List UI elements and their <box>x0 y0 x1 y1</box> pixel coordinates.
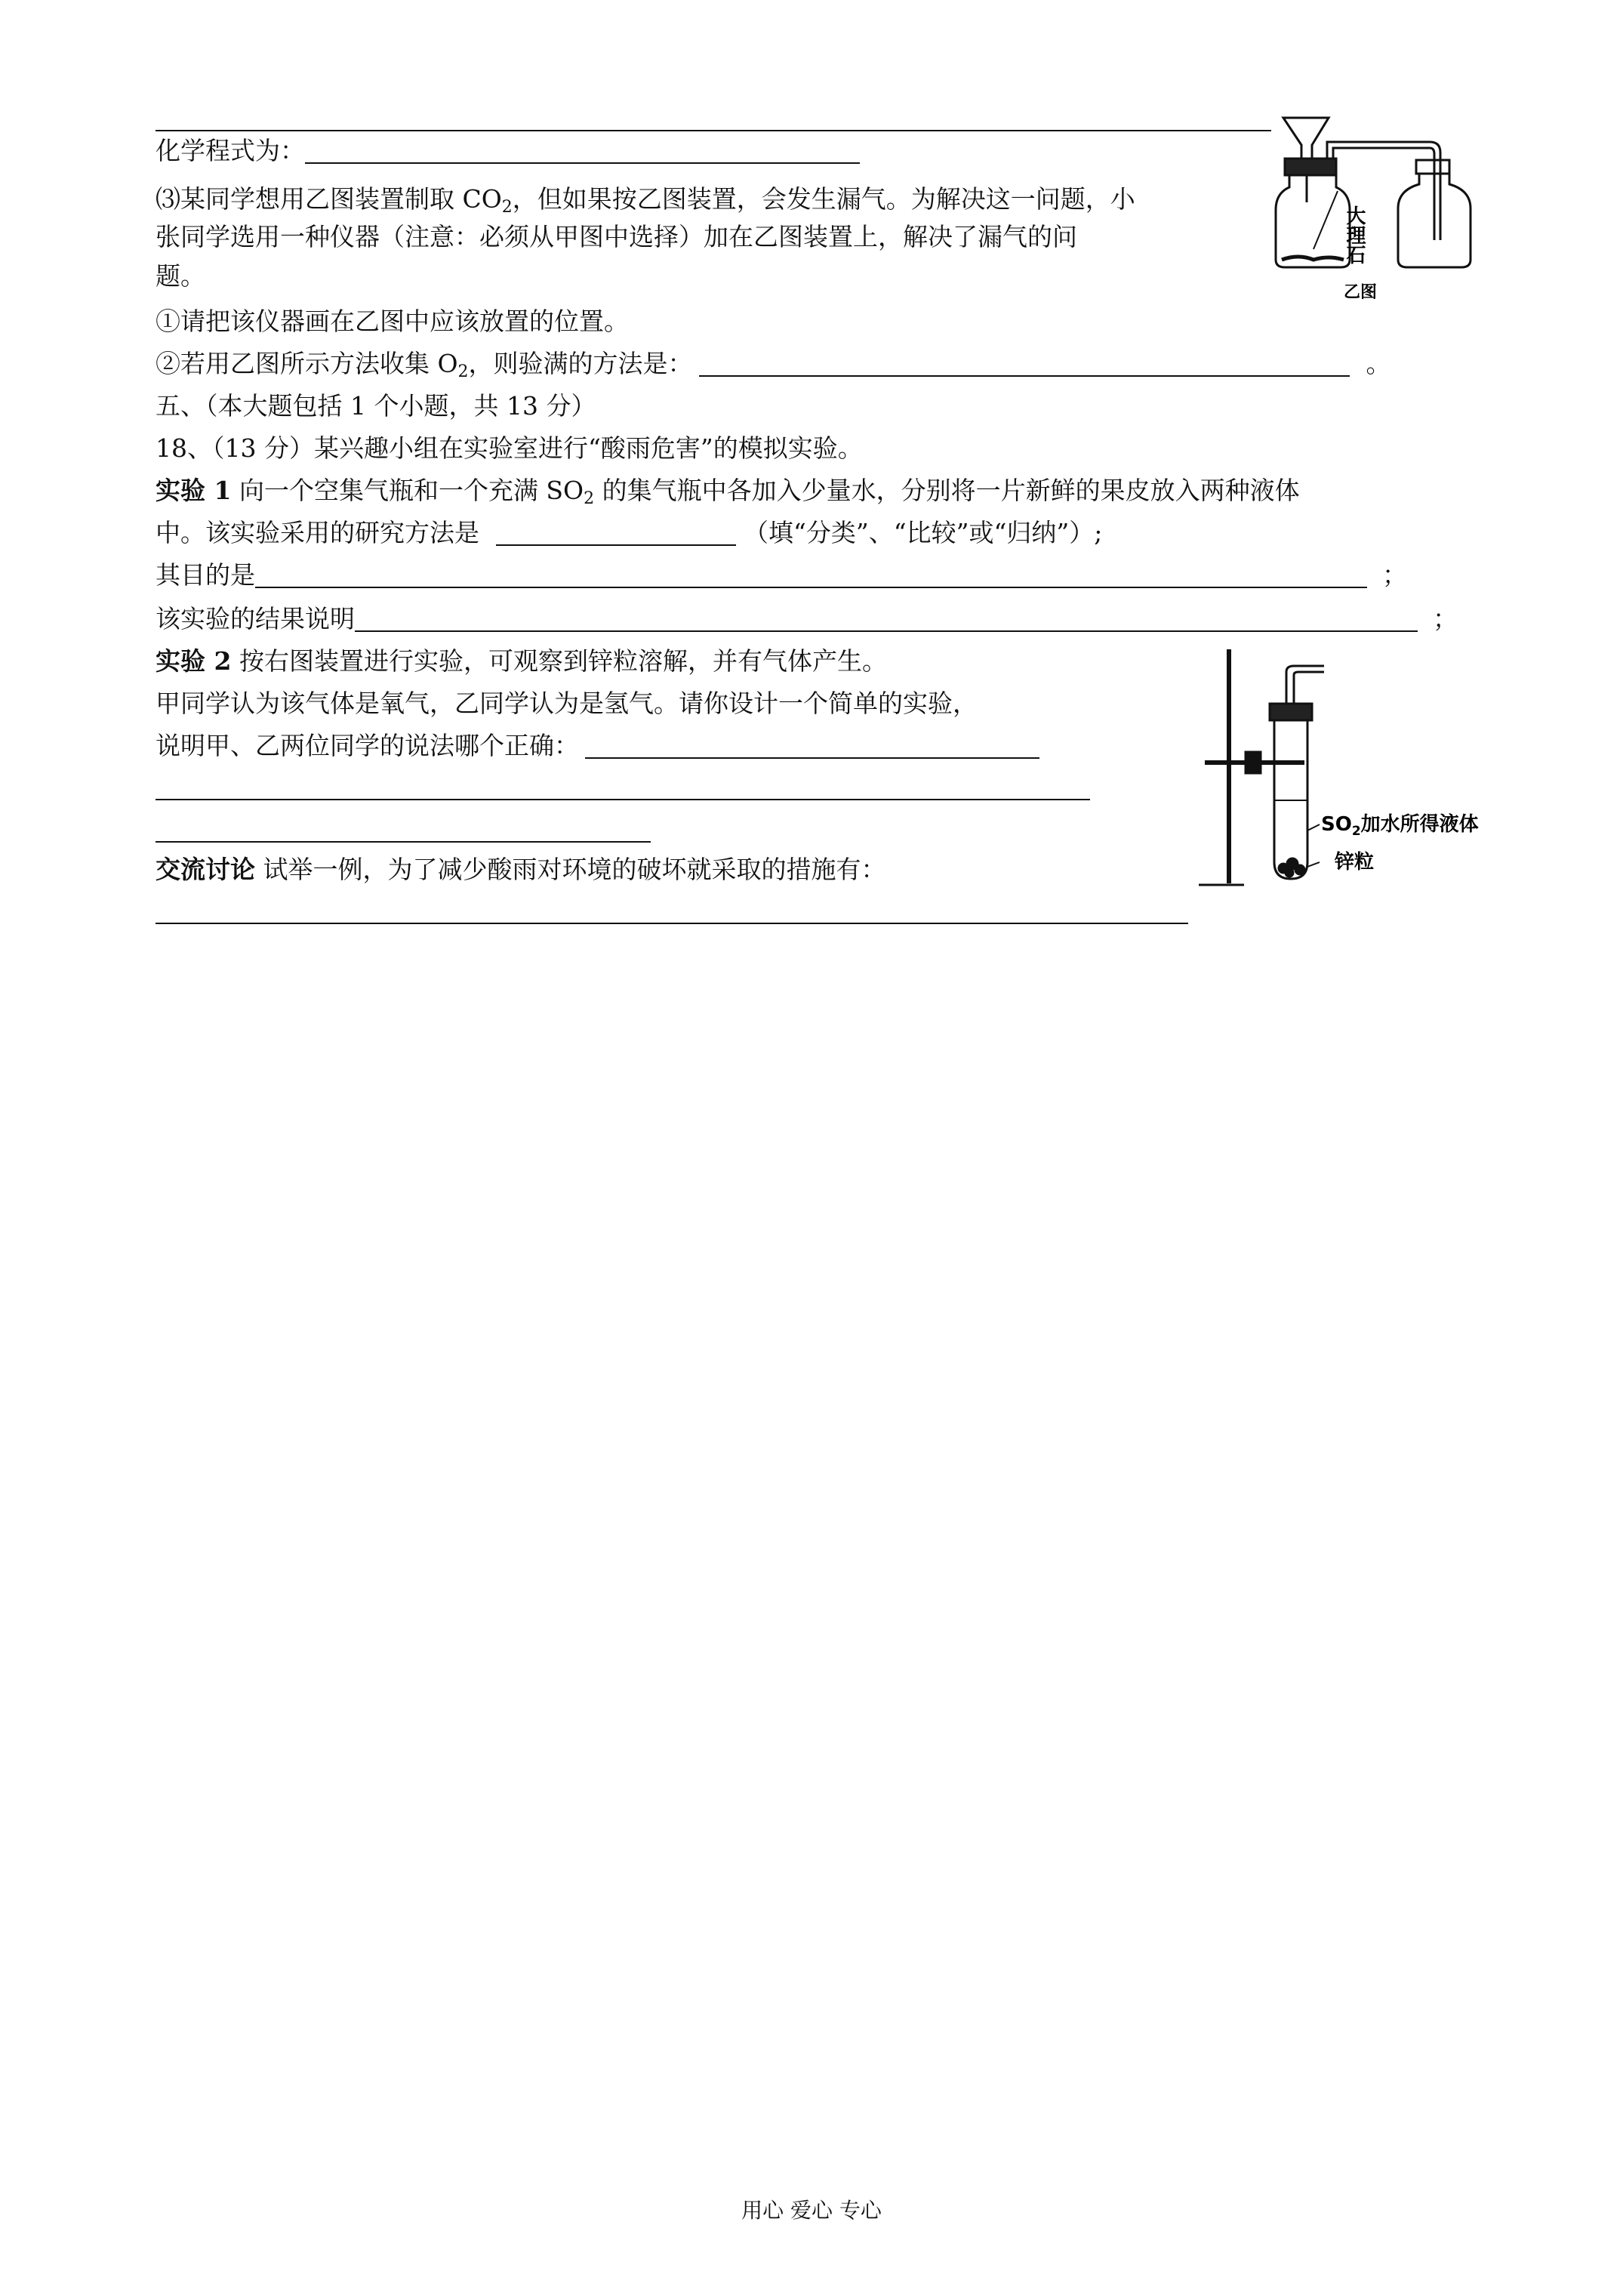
answer-line[interactable] <box>156 841 651 843</box>
answer-blank[interactable] <box>699 353 1350 377</box>
line-question-3-end: 题。 <box>156 261 205 291</box>
line-sub-2: ②若用乙图所示方法收集 $O_2$，则验满的方法是： 。 <box>156 349 1391 381</box>
figure-yi-apparatus <box>1268 112 1487 308</box>
line-equation: 化学程式为： <box>156 136 860 166</box>
figure-test-tube-stand <box>1199 649 1501 891</box>
page-footer: 用心 爱心 专心 <box>741 2198 882 2223</box>
experiment-1-method: 中。该实验采用的研究方法是 （填“分类”、“比较”或“归纳”）; <box>156 518 1103 547</box>
label-marble: 大理石 <box>1343 205 1366 264</box>
experiment-1-purpose: 其目的是 ； <box>156 560 1407 590</box>
label-liquid: $SO_2$加水所得液体 <box>1321 813 1479 839</box>
experiment-2-hypothesis: 甲同学认为该气体是氧气，乙同学认为是氢气。请你设计一个简单的实验， <box>156 689 978 718</box>
answer-blank[interactable] <box>496 522 736 546</box>
section-five-heading: 五、（本大题包括 1 个小题，共 13 分） <box>156 391 596 421</box>
answer-blank[interactable] <box>305 140 860 164</box>
answer-line[interactable] <box>156 923 1188 924</box>
experiment-2-question: 说明甲、乙两位同学的说法哪个正确： <box>156 731 1039 761</box>
line-question-3-cont: 张同学选用一种仪器（注意：必须从甲图中选择）加在乙图装置上，解决了漏气的问 <box>156 222 1077 251</box>
label-zinc: 锌粒 <box>1335 851 1375 874</box>
experiment-1-result: 该实验的结果说明 ； <box>156 604 1458 633</box>
line-sub-1: ①请把该仪器画在乙图中应该放置的位置。 <box>156 307 629 336</box>
question-18: 18、（13 分）某兴趣小组在实验室进行“酸雨危害”的模拟实验。 <box>156 433 863 463</box>
answer-line[interactable] <box>156 799 1090 800</box>
experiment-2-line: 实验 2 按右图装置进行实验，可观察到锌粒溶解，并有气体产生。 <box>156 646 887 676</box>
answer-blank[interactable] <box>355 608 1418 632</box>
answer-blank[interactable] <box>585 735 1039 759</box>
figure-yi-caption: 乙图 <box>1344 283 1378 302</box>
answer-blank[interactable] <box>255 564 1367 588</box>
top-rule <box>156 130 1271 131</box>
line-question-3: ⑶某同学想用乙图装置制取 $CO_2$，但如果按乙图装置，会发生漏气。为解决这一问题，小 <box>156 184 1135 217</box>
experiment-1-line: 实验 1 向一个空集气瓶和一个充满 $SO_2$ 的集气瓶中各加入少量水，分别将一片新鲜的果皮放入两种液体 <box>156 476 1300 508</box>
discussion-line: 交流讨论 试举一例，为了减少酸雨对环境的破坏就采取的措施有： <box>156 855 886 884</box>
